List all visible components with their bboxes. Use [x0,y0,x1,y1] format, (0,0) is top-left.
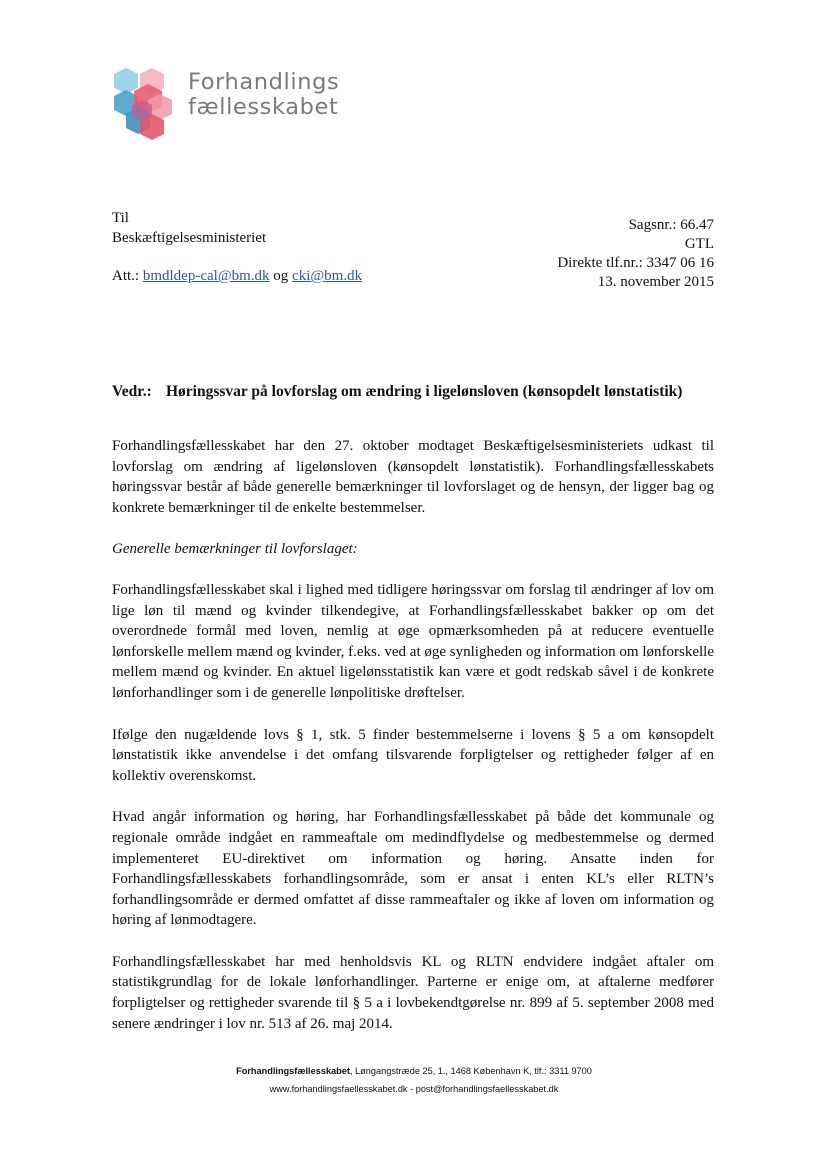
footer-email[interactable]: post@forhandlingsfaellesskabet.dk [415,1084,559,1094]
logo-text [188,70,339,120]
paragraph-information: Hvad angår information og høring, har Forhandlingsfællesskabet på både det kommunale og regionale område indgået en rammeaftale om medindflydelse og medbestemmelse og dermed implementeret EU-direktivet om information og høring. Ansatte inden for Forhandlingsfællesskabets forhandlingsområde, som er ansat i enten KL’s eller RLTN’s forhandlingsområde er dermed omfattet af disse rammeaftaler og ikke af loven om information og høring af lønmodtagere. [112,809,714,929]
paragraph-general: Forhandlingsfællesskabet skal i lighed med tidligere høringssvar om forslag til ændringer af lov om lige løn til mænd og kvinder tilkendegive, at Forhandlingsfællesskabet bakker op om det overordnede formål med loven, nemlig at øge opmærksomheden på at reducere eventuelle lønforskelle mellem mænd og kvinder, f.eks. ved at øge synligheden og information om lønforskelle mellem mænd og kvinder. En aktuel ligelønsstatistik kan være et godt redskab såvel i de konkrete lønforhandlinger som i de generelle lønpolitiske drøftelser. [112,581,714,701]
email-link-2[interactable]: cki@bm.dk [292,268,363,284]
footer-separator: - [407,1084,416,1094]
footer-website[interactable]: www.forhandlingsfaellesskabet.dk [269,1084,408,1094]
case-meta [557,216,714,292]
letter-body [112,436,714,1055]
case-number: Sagsnr.: 66.47 [628,217,714,233]
subject-label: Vedr.: [112,383,152,400]
attention-line [112,266,362,286]
paragraph-intro: Forhandlingsfællesskabet har den 27. oktober modtaget Beskæftigelsesministeriets udkast til lovforslag om ændring af ligelønsloven (kønsopdelt lønstatistik). Forhandlingsfællesskabets høringssvar består af både generelle bemærkninger til lovforslaget og de hensyn, der ligger bag og konkrete bemærkninger til de enkelte bestemmelser. [112,438,714,516]
footer-org: Forhandlingsfællesskabet [236,1066,350,1076]
logo-line-2: fællesskabet [188,94,339,120]
initials: GTL [684,236,714,252]
direct-phone: Direkte tlf.nr.: 3347 06 16 [557,255,714,271]
paragraph-statistics: Forhandlingsfællesskabet har med henholdsvis KL og RLTN endvidere indgået aftaler om statistikgrundlag for de lokale lønforhandlinger. Parterne er enige om, at aftalerne medfører forpligtelser og rettigheder svarende til § 5 a i lovbekendtgørelse nr. 899 af 5. september 2008 med senere ændringer i lov nr. 513 af 26. maj 2014. [112,953,714,1032]
letter-date: 13. november 2015 [597,274,714,290]
letter-footer [0,1062,828,1098]
logo-line-1: Forhandlings [188,69,340,95]
footer-contact-line [0,1080,828,1098]
paragraph-law: Ifølge den nugældende lovs § 1, stk. 5 finder bestemmelserne i lovens § 5 a om kønsopdelt lønstatistik ikke anvendelse i det omfang tilsvarende forpligtelser og rettigheder følger af en kollektiv overenskomst. [112,726,714,784]
section-heading: Generelle bemærkninger til lovforslaget: [112,541,358,558]
cube-logo-icon [112,64,176,144]
att-joiner: og [273,268,289,284]
recipient-name: Beskæftigelsesministeriet [112,230,267,246]
logo [112,64,352,144]
recipient-to: Til [112,210,129,226]
subject-line [112,381,716,402]
footer-address: , Løngangstræde 25, 1., 1468 København K, tlf.: 3311 9700 [349,1066,592,1076]
subject-text: Høringssvar på lovforslag om ændring i ligelønsloven (kønsopdelt lønstatistik) [166,383,683,400]
email-link-1[interactable]: bmdldep-cal@bm.dk [142,268,270,284]
att-label: Att.: [112,268,140,284]
recipient-block [112,208,266,248]
footer-address-line [0,1062,828,1080]
